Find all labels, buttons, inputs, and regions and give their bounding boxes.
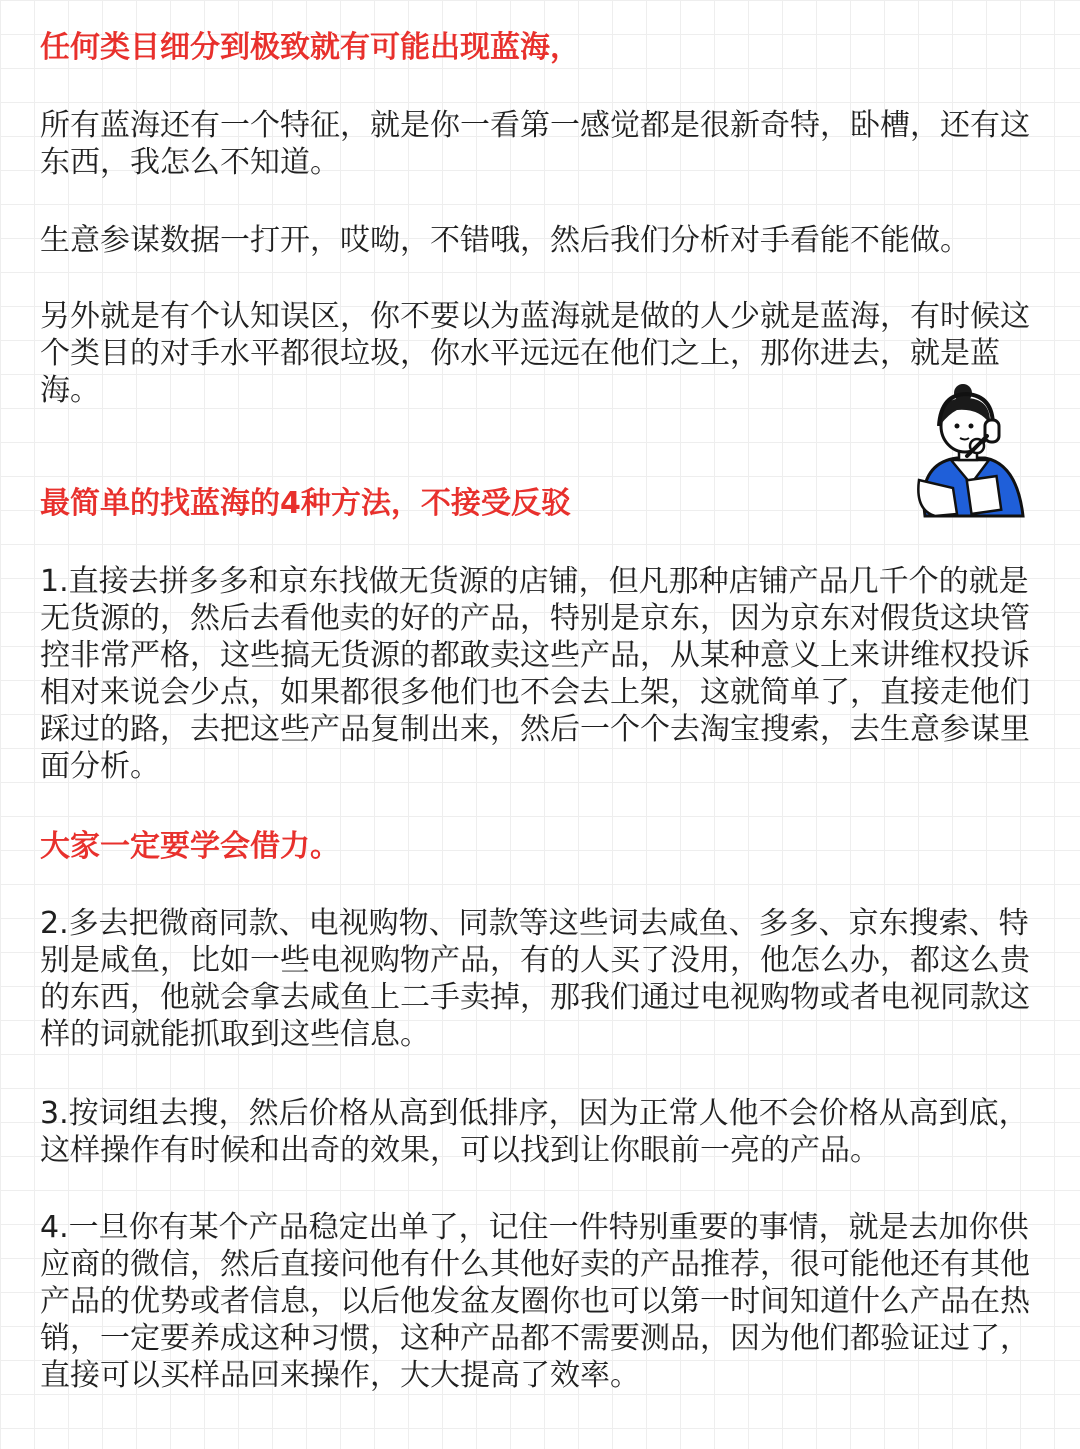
paragraph-blue-ocean-feature: 所有蓝海还有一个特征，就是你一看第一感觉都是很新奇特，卧槽，还有这东西，我怎么不知道。 xyxy=(40,108,1030,180)
section-heading-four-methods: 最简单的找蓝海的4种方法，不接受反驳 xyxy=(40,486,571,521)
student-thinking-illustration xyxy=(905,380,1035,530)
paragraph-misconception: 另外就是有个认知误区，你不要以为蓝海就是做的人少就是蓝海，有时候这个类目的对手水平都很垃圾，你水平远远在他们之上，那你进去，就是蓝海。 xyxy=(40,299,1030,408)
method-4-paragraph: 4.一旦你有某个产品稳定出单了，记住一件特别重要的事情，就是去加你供应商的微信，然后直接问他有什么其他好卖的产品推荐，很可能他还有其他产品的优势或者信息，以后他发盆友圈你也可以第一时间知道什么产品在热销，一定要养成这种习惯，这种产品都不需要测品，因为他们都验证过了，直接可以买样品回来操作，大大提高了效率。 xyxy=(40,1210,1030,1393)
eye-icon xyxy=(969,424,974,429)
method-2-paragraph: 2.多去把微商同款、电视购物、同款等这些词去咸鱼、多多、京东搜索、特别是咸鱼，比如一些电视购物产品，有的人买了没用，他怎么办，都这么贵的东西，他就会拿去咸鱼上二手卖掉，那我们通过电视购物或者电视同款这样的词就能抓取到这些信息。 xyxy=(40,906,1030,1052)
section-heading-leverage: 大家一定要学会借力。 xyxy=(40,829,340,864)
method-3-paragraph: 3.按词组去搜，然后价格从高到低排序，因为正常人他不会价格从高到底，这样操作有时候和出奇的效果，可以找到让你眼前一亮的产品。 xyxy=(40,1096,1029,1168)
section-heading-blue-ocean: 任何类目细分到极致就有可能出现蓝海， xyxy=(40,30,580,65)
paragraph-data-analysis: 生意参谋数据一打开，哎呦，不错哦，然后我们分析对手看能不能做。 xyxy=(40,223,970,258)
paper-icon xyxy=(967,476,1001,514)
eye-icon xyxy=(955,424,960,429)
method-1-paragraph: 1.直接去拼多多和京东找做无货源的店铺，但凡那种店铺产品几千个的就是无货源的，然后去看他卖的好的产品，特别是京东，因为京东对假货这块管控非常严格，这些搞无货源的都敢卖这些产品，从某种意义上来讲维权投诉相对来说会少点，如果都很多他们也不会去上架，这就简单了，直接走他们踩过的路，去把这些产品复制出来，然后一个个去淘宝搜索，去生意参谋里面分析。 xyxy=(40,564,1030,784)
